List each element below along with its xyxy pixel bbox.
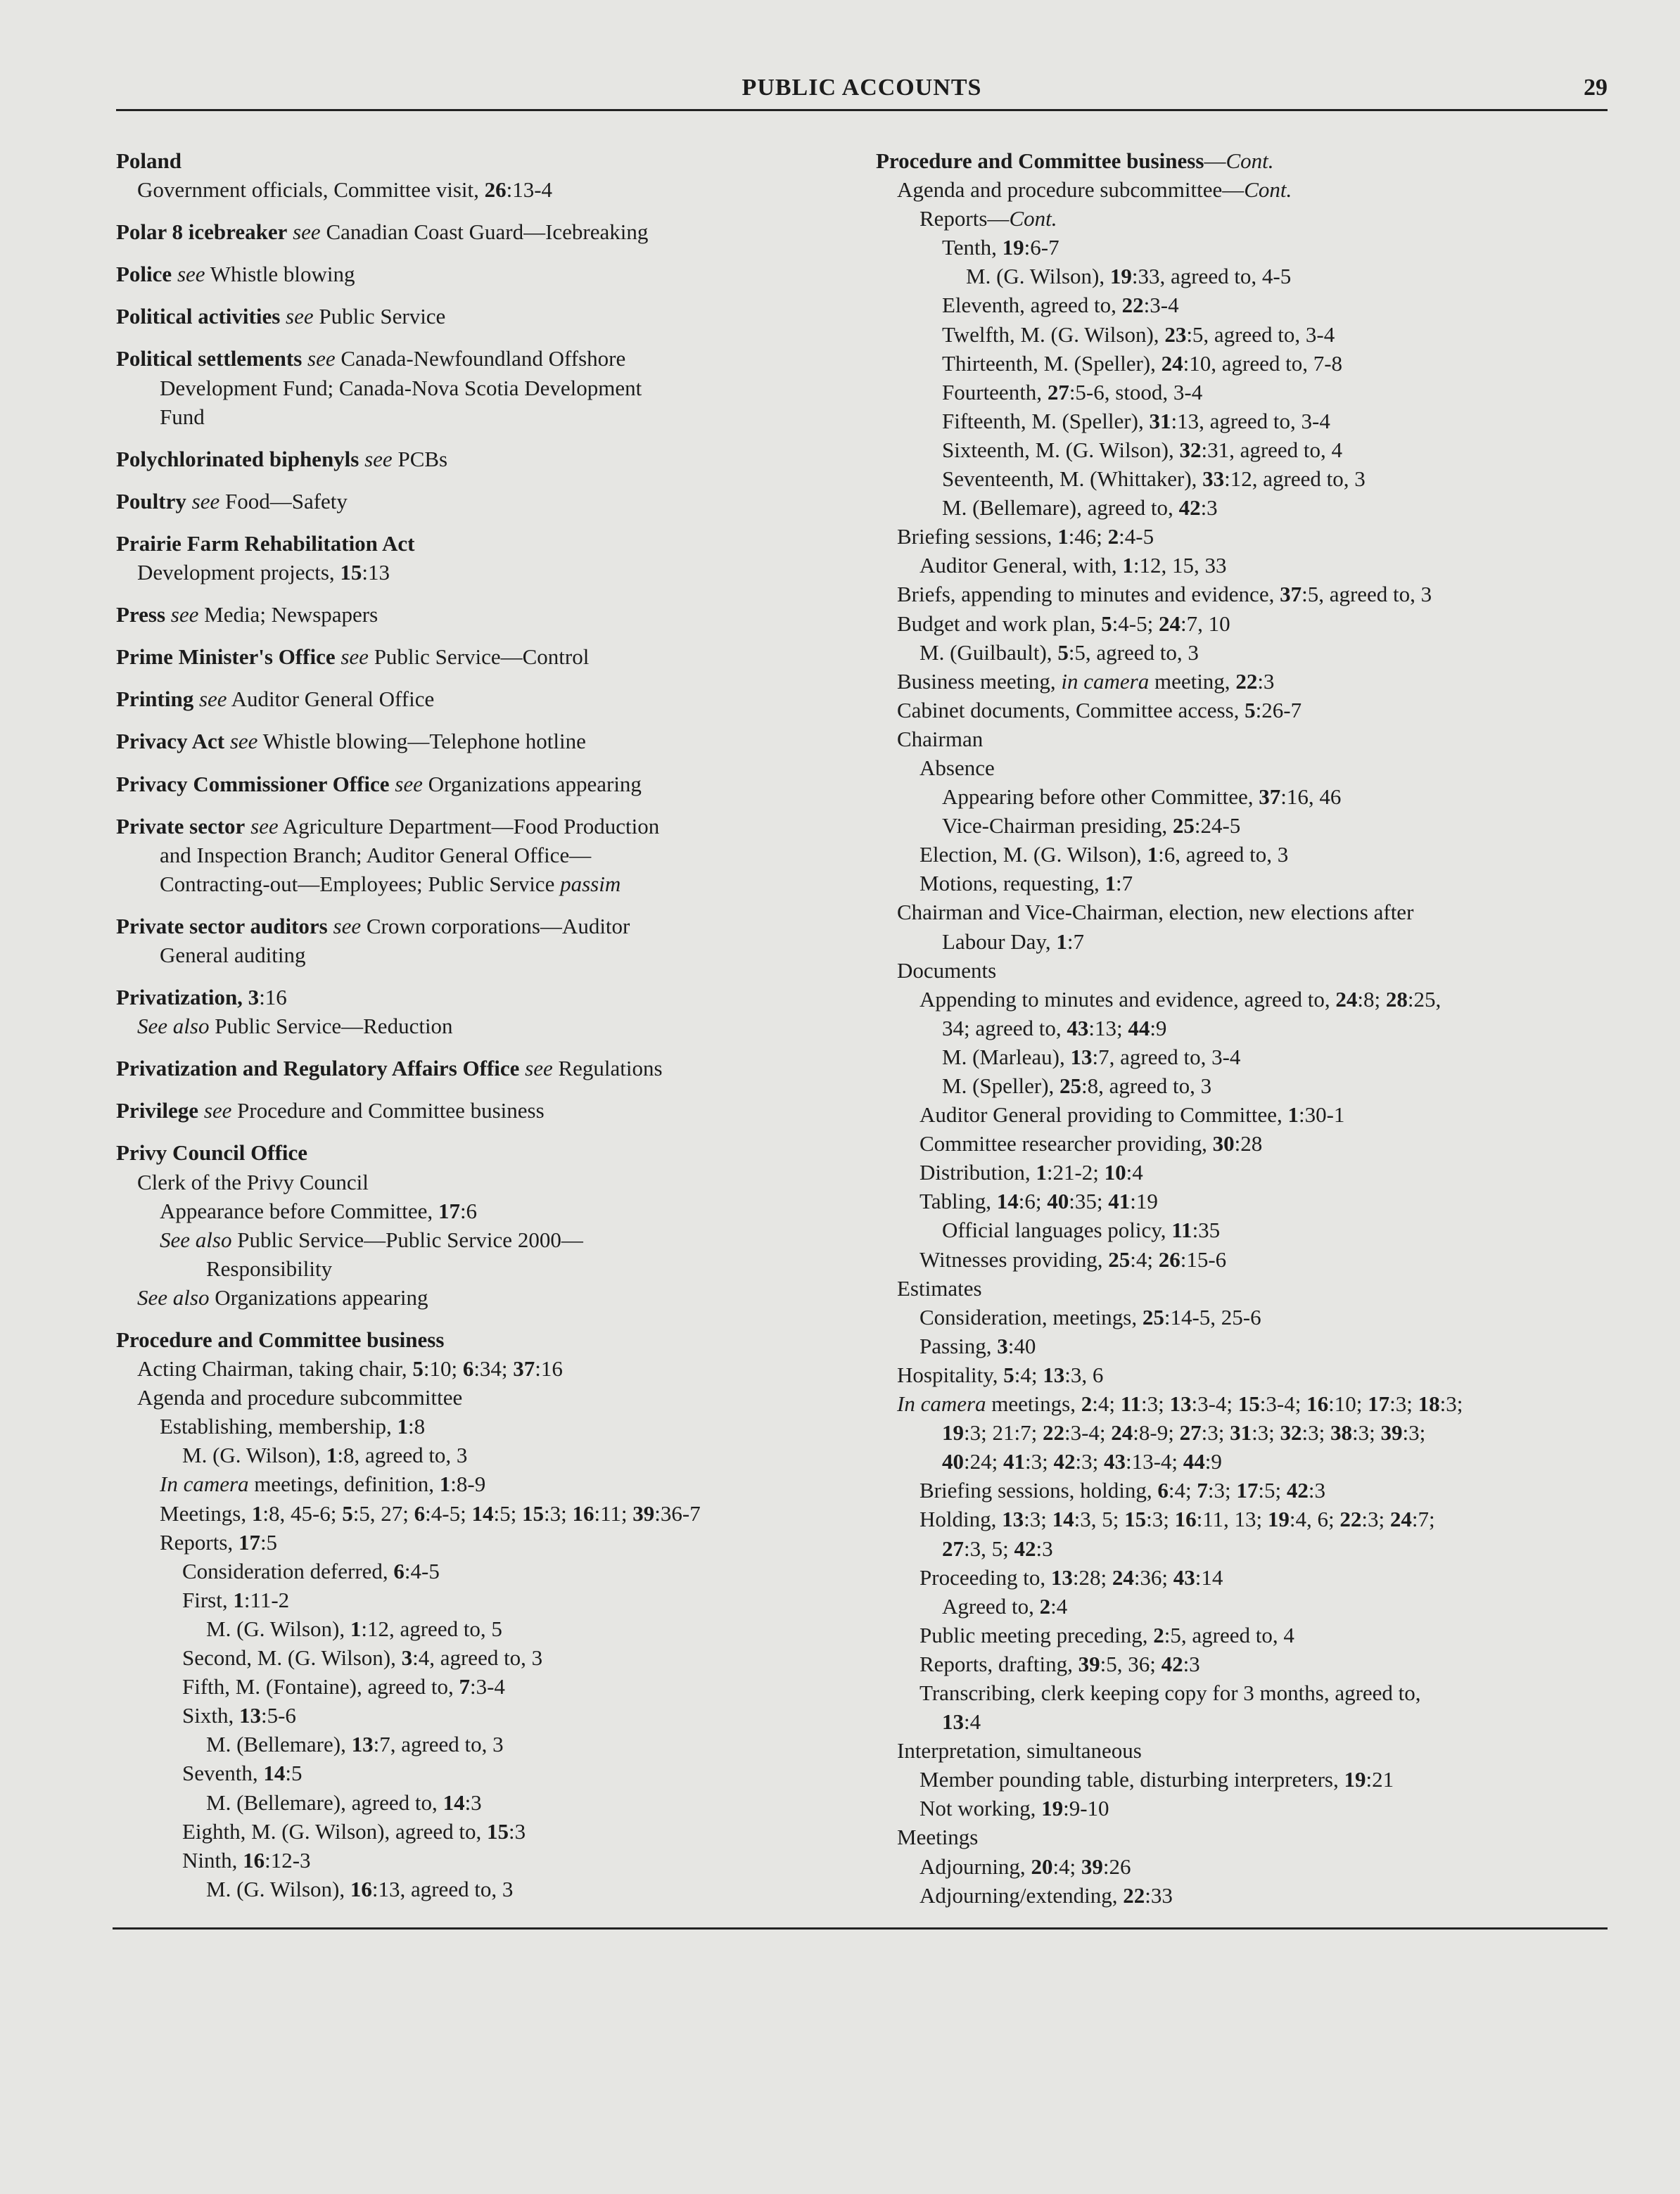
index-heading: Privilege see Procedure and Committee business <box>116 1098 545 1123</box>
index-subentry: Seventh, 14:5 <box>182 1761 303 1786</box>
index-subentry: First, 1:11-2 <box>182 1587 290 1612</box>
index-subentry: Reports, 17:5 <box>160 1529 278 1555</box>
index-subentry: Tenth, 19:6-7 <box>942 235 1059 260</box>
index-subentry: Not working, 19:9-10 <box>919 1796 1109 1821</box>
index-subentry: M. (Marleau), 13:7, agreed to, 3-4 <box>942 1044 1241 1069</box>
index-subentry: Briefing sessions, holding, 6:4; 7:3; 17:5; 42:3 <box>919 1478 1325 1503</box>
index-subentry: Twelfth, M. (G. Wilson), 23:5, agreed to, 3-4 <box>942 321 1335 347</box>
index-subentry: Documents <box>897 957 997 983</box>
index-subentry: Election, M. (G. Wilson), 1:6, agreed to, 3 <box>919 842 1289 867</box>
index-subentry: General auditing <box>160 942 306 967</box>
index-subentry: Government officials, Committee visit, 26:13-4 <box>137 177 553 203</box>
index-subentry: Sixteenth, M. (G. Wilson), 32:31, agreed to, 4 <box>942 437 1343 462</box>
index-subentry: Proceeding to, 13:28; 24:36; 43:14 <box>919 1564 1223 1590</box>
index-subentry: M. (Guilbault), 5:5, agreed to, 3 <box>919 639 1199 665</box>
index-subentry: Establishing, membership, 1:8 <box>160 1414 426 1439</box>
index-subentry: Transcribing, clerk keeping copy for 3 months, agreed to, <box>919 1680 1421 1705</box>
index-subentry: Agenda and procedure subcommittee—Cont. <box>897 177 1292 203</box>
index-heading: Poultry see Food—Safety <box>116 488 348 514</box>
index-subentry: See also Organizations appearing <box>137 1284 428 1310</box>
index-subentry: Motions, requesting, 1:7 <box>919 871 1133 896</box>
index-heading: Privacy Commissioner Office see Organizations appearing <box>116 771 642 796</box>
index-subentry: Ninth, 16:12-3 <box>182 1847 311 1873</box>
index-heading: Prime Minister's Office see Public Service—Control <box>116 644 590 670</box>
index-subentry: 27:3, 5; 42:3 <box>942 1536 1053 1561</box>
index-subentry: Hospitality, 5:4; 13:3, 6 <box>897 1362 1104 1387</box>
index-subentry: Thirteenth, M. (Speller), 24:10, agreed to, 7-8 <box>942 350 1343 376</box>
page-header <box>116 72 1608 108</box>
index-subentry: In camera meetings, definition, 1:8-9 <box>160 1472 486 1497</box>
index-subentry: Eighth, M. (G. Wilson), agreed to, 15:3 <box>182 1818 526 1844</box>
index-heading: Poland <box>116 148 182 173</box>
index-subentry: Contracting-out—Employees; Public Service passim <box>160 871 621 896</box>
index-subentry: Appending to minutes and evidence, agreed to, 24:8; 28:25, <box>919 986 1442 1012</box>
index-heading: Political activities see Public Service <box>116 304 446 329</box>
index-heading: Private sector auditors see Crown corporations—Auditor <box>116 913 630 938</box>
index-subentry: See also Public Service—Reduction <box>137 1014 453 1039</box>
index-subentry: 34; agreed to, 43:13; 44:9 <box>942 1015 1167 1040</box>
index-subentry: M. (G. Wilson), 19:33, agreed to, 4-5 <box>966 264 1292 289</box>
index-subentry: 40:24; 41:3; 42:3; 43:13-4; 44:9 <box>942 1449 1222 1474</box>
index-subentry: Eleventh, agreed to, 22:3-4 <box>942 293 1179 318</box>
index-heading: Procedure and Committee business—Cont. <box>876 148 1274 173</box>
index-subentry: Holding, 13:3; 14:3, 5; 15:3; 16:11, 13; 19:4, 6; 22:3; 24:7; <box>919 1507 1435 1532</box>
index-subentry: Adjourning/extending, 22:33 <box>919 1882 1173 1908</box>
index-heading: Procedure and Committee business <box>116 1327 445 1352</box>
index-subentry: See also Public Service—Public Service 2000— <box>160 1227 583 1252</box>
index-subentry: M. (Bellemare), agreed to, 42:3 <box>942 495 1218 521</box>
index-heading: Political settlements see Canada-Newfoundland Offshore <box>116 346 626 371</box>
index-subentry: Fifth, M. (Fontaine), agreed to, 7:3-4 <box>182 1674 505 1699</box>
index-subentry: Chairman <box>897 726 984 751</box>
index-subentry: Appearance before Committee, 17:6 <box>160 1198 478 1223</box>
index-heading: Printing see Auditor General Office <box>116 687 435 712</box>
index-subentry: M. (Bellemare), agreed to, 14:3 <box>206 1790 482 1815</box>
index-heading: Prairie Farm Rehabilitation Act <box>116 530 415 556</box>
index-heading: Privatization and Regulatory Affairs Office see Regulations <box>116 1056 663 1081</box>
index-subentry: Adjourning, 20:4; 39:26 <box>919 1854 1131 1879</box>
index-subentry: Fifteenth, M. (Speller), 31:13, agreed to, 3-4 <box>942 408 1330 433</box>
left-column <box>116 146 809 1903</box>
right-column <box>876 146 1608 1910</box>
footer-rule <box>113 1927 1608 1930</box>
index-subentry: Fourteenth, 27:5-6, stood, 3-4 <box>942 379 1203 404</box>
index-subentry: Agreed to, 2:4 <box>942 1593 1068 1619</box>
index-heading: Private sector see Agriculture Department—Food Production <box>116 813 660 838</box>
index-heading: Privy Council Office <box>116 1140 308 1166</box>
index-subentry: Reports, drafting, 39:5, 36; 42:3 <box>919 1651 1200 1676</box>
index-subentry: Labour Day, 1:7 <box>942 929 1085 954</box>
index-subentry: Responsibility <box>206 1256 333 1281</box>
index-subentry: Sixth, 13:5-6 <box>182 1703 296 1728</box>
index-subentry: Business meeting, in camera meeting, 22:3 <box>897 668 1275 694</box>
index-subentry: M. (G. Wilson), 1:8, agreed to, 3 <box>182 1443 468 1468</box>
index-subentry: Passing, 3:40 <box>919 1333 1036 1358</box>
index-subentry: Vice-Chairman presiding, 25:24-5 <box>942 813 1241 838</box>
index-subentry: In camera meetings, 2:4; 11:3; 13:3-4; 15:3-4; 16:10; 17:3; 18:3; <box>897 1391 1463 1417</box>
index-subentry: Meetings <box>897 1825 979 1850</box>
index-subentry: Chairman and Vice-Chairman, election, new elections after <box>897 900 1414 925</box>
index-subentry: M. (Bellemare), 13:7, agreed to, 3 <box>206 1732 504 1757</box>
index-heading: Press see Media; Newspapers <box>116 602 378 627</box>
index-subentry: Estimates <box>897 1275 982 1301</box>
index-subentry: Consideration deferred, 6:4-5 <box>182 1558 440 1583</box>
index-heading: Police see Whistle blowing <box>116 262 355 287</box>
index-subentry: Briefing sessions, 1:46; 2:4-5 <box>897 524 1154 549</box>
index-subentry: Committee researcher providing, 30:28 <box>919 1131 1263 1156</box>
index-subentry: M. (Speller), 25:8, agreed to, 3 <box>942 1073 1212 1098</box>
index-subentry: Public meeting preceding, 2:5, agreed to, 4 <box>919 1622 1294 1647</box>
index-subentry: Acting Chairman, taking chair, 5:10; 6:34; 37:16 <box>137 1356 563 1382</box>
index-subentry: Seventeenth, M. (Whittaker), 33:12, agreed to, 3 <box>942 466 1366 492</box>
index-heading: Privatization, 3:16 <box>116 985 287 1010</box>
index-subentry: Development Fund; Canada-Nova Scotia Development <box>160 375 642 400</box>
running-head: PUBLIC ACCOUNTS <box>742 75 982 101</box>
index-subentry: Auditor General providing to Committee, 1:30-1 <box>919 1102 1345 1128</box>
index-subentry: Development projects, 15:13 <box>137 560 390 585</box>
index-subentry: Briefs, appending to minutes and evidence, 37:5, agreed to, 3 <box>897 582 1432 607</box>
index-heading: Polychlorinated biphenyls see PCBs <box>116 446 448 471</box>
index-subentry: Reports—Cont. <box>919 206 1057 231</box>
index-subentry: Budget and work plan, 5:4-5; 24:7, 10 <box>897 611 1230 636</box>
index-subentry: and Inspection Branch; Auditor General Office— <box>160 842 592 867</box>
index-subentry: Appearing before other Committee, 37:16, 46 <box>942 784 1342 810</box>
index-subentry: Clerk of the Privy Council <box>137 1169 369 1194</box>
header-rule <box>116 109 1608 111</box>
index-subentry: Absence <box>919 755 995 780</box>
index-subentry: Auditor General, with, 1:12, 15, 33 <box>919 553 1227 578</box>
index-subentry: M. (G. Wilson), 16:13, agreed to, 3 <box>206 1876 514 1901</box>
index-subentry: 13:4 <box>942 1709 981 1735</box>
index-subentry: Fund <box>160 404 205 429</box>
index-subentry: Witnesses providing, 25:4; 26:15-6 <box>919 1246 1227 1272</box>
index-subentry: Consideration, meetings, 25:14-5, 25-6 <box>919 1304 1261 1329</box>
index-subentry: 19:3; 21:7; 22:3-4; 24:8-9; 27:3; 31:3; 32:3; 38:3; 39:3; <box>942 1420 1426 1446</box>
index-subentry: Tabling, 14:6; 40:35; 41:19 <box>919 1189 1158 1214</box>
index-heading: Polar 8 icebreaker see Canadian Coast Guard—Icebreaking <box>116 219 649 245</box>
index-subentry: Distribution, 1:21-2; 10:4 <box>919 1160 1143 1185</box>
index-subentry: Meetings, 1:8, 45-6; 5:5, 27; 6:4-5; 14:5; 15:3; 16:11; 39:36-7 <box>160 1500 701 1526</box>
index-subentry: Second, M. (G. Wilson), 3:4, agreed to, 3 <box>182 1645 543 1671</box>
page-number: 29 <box>1584 75 1608 101</box>
index-subentry: Cabinet documents, Committee access, 5:26-7 <box>897 697 1302 722</box>
index-subentry: Interpretation, simultaneous <box>897 1738 1142 1764</box>
index-subentry: Official languages policy, 11:35 <box>942 1218 1221 1243</box>
index-subentry: M. (G. Wilson), 1:12, agreed to, 5 <box>206 1616 502 1641</box>
index-heading: Privacy Act see Whistle blowing—Telephone hotline <box>116 729 586 754</box>
index-subentry: Agenda and procedure subcommittee <box>137 1385 463 1410</box>
index-subentry: Member pounding table, disturbing interpreters, 19:21 <box>919 1767 1394 1792</box>
